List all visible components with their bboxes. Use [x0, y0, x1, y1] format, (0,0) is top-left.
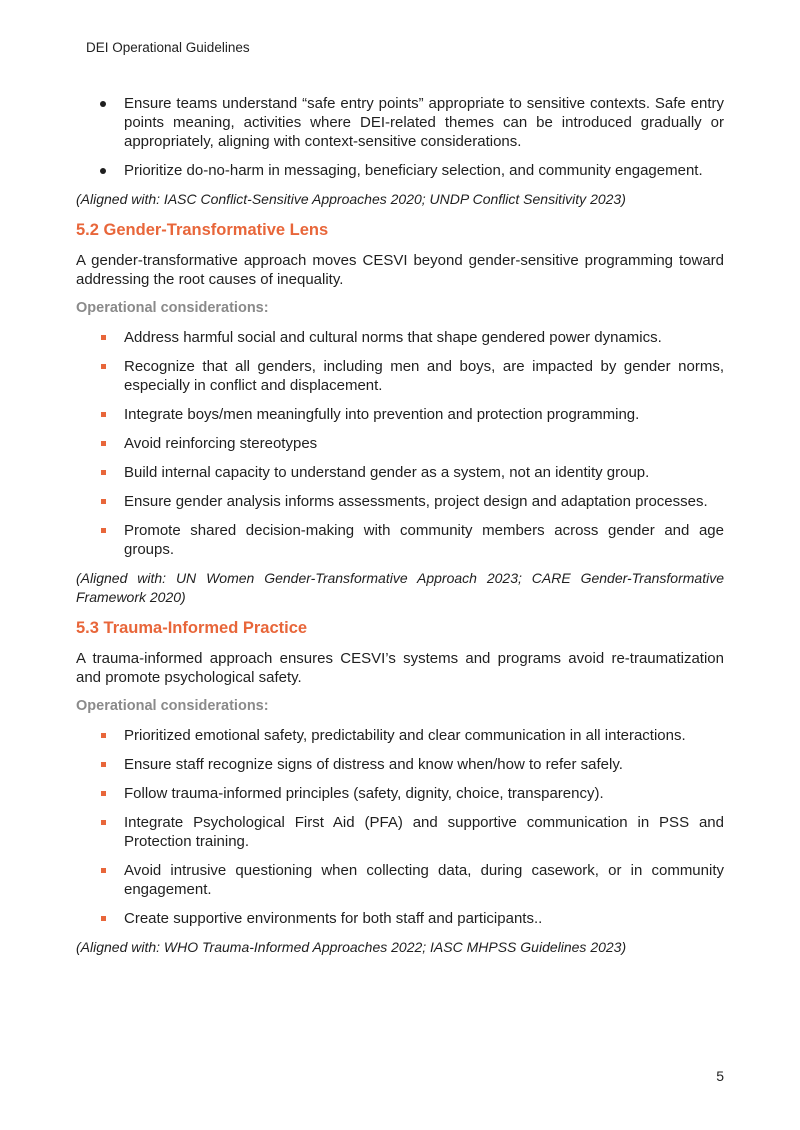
list-item-text: Prioritize do-no-harm in messaging, beneficiary selection, and community engagement.: [124, 162, 703, 179]
operational-considerations-label: Operational considerations:: [76, 698, 269, 714]
bullet-square-icon: [100, 521, 106, 540]
list-item: [76, 784, 724, 803]
list-item-text: Build internal capacity to understand gender as a system, not an identity group.: [124, 464, 650, 481]
list-item-text: Create supportive environments for both staff and participants..: [124, 910, 543, 927]
page-number: 5: [716, 1068, 724, 1084]
list-item: [76, 755, 724, 774]
list-item: [76, 357, 724, 395]
list-item-text: Ensure gender analysis informs assessments, project design and adaptation processes.: [124, 493, 708, 510]
list-item-text: Address harmful social and cultural norms that shape gendered power dynamics.: [124, 329, 662, 346]
bullet-square-icon: [100, 463, 106, 482]
section-5-3-paragraph: A trauma-informed approach ensures CESVI’s systems and programs avoid re-traumatization and promote psychological safety.: [76, 650, 724, 686]
bullet-square-icon: [100, 861, 106, 880]
bullet-square-icon: [100, 328, 106, 347]
list-item-text: Avoid reinforcing stereotypes: [124, 435, 318, 452]
list-item-text: Ensure staff recognize signs of distress and know when/how to refer safely.: [124, 756, 623, 773]
bullet-dot-icon: [100, 94, 106, 113]
list-item: [76, 813, 724, 851]
list-item: [76, 909, 724, 928]
bullet-square-icon: [100, 434, 106, 453]
running-header: DEI Operational Guidelines: [86, 40, 250, 55]
list-item: [76, 94, 724, 151]
list-item: [76, 434, 724, 453]
bullet-square-icon: [100, 813, 106, 832]
list-item-text: Integrate Psychological First Aid (PFA) and supportive communication in PSS and Protection training.: [124, 814, 724, 850]
list-item: [76, 405, 724, 424]
section-5-3-bullet-list: [76, 726, 724, 928]
list-item-text: Recognize that all genders, including men and boys, are impacted by gender norms, especially in conflict and displacement.: [124, 358, 724, 394]
section-5-3-citation: (Aligned with: WHO Trauma-Informed Approaches 2022; IASC MHPSS Guidelines 2023): [76, 939, 627, 955]
bullet-square-icon: [100, 909, 106, 928]
list-item-text: Avoid intrusive questioning when collecting data, during casework, or in community engagement.: [124, 862, 724, 898]
list-item: [76, 492, 724, 511]
operational-considerations-label: Operational considerations:: [76, 300, 269, 316]
section-heading-5-2: 5.2 Gender-Transformative Lens: [76, 221, 329, 239]
bullet-dot-icon: [100, 161, 106, 180]
list-item: [76, 861, 724, 899]
list-item-text: Follow trauma-informed principles (safety, dignity, choice, transparency).: [124, 785, 604, 802]
page-content: [76, 94, 724, 967]
list-item: [76, 328, 724, 347]
list-item-text: Prioritized emotional safety, predictability and clear communication in all interactions.: [124, 727, 686, 744]
section-5-2-paragraph: A gender-transformative approach moves CESVI beyond gender-sensitive programming toward addressing the root causes of inequality.: [76, 252, 724, 288]
list-item: [76, 161, 724, 180]
bullet-square-icon: [100, 784, 106, 803]
section-5-2-citation: (Aligned with: UN Women Gender-Transformative Approach 2023; CARE Gender-Transformative Framework 2020): [76, 570, 724, 605]
list-item-text: Integrate boys/men meaningfully into prevention and protection programming.: [124, 406, 640, 423]
list-item: [76, 726, 724, 745]
list-item-text: Promote shared decision-making with community members across gender and age groups.: [124, 522, 724, 558]
bullet-square-icon: [100, 755, 106, 774]
section-heading-5-3: 5.3 Trauma-Informed Practice: [76, 619, 308, 637]
intro-citation: (Aligned with: IASC Conflict-Sensitive Approaches 2020; UNDP Conflict Sensitivity 2023): [76, 191, 626, 207]
intro-bullet-list: [76, 94, 724, 180]
bullet-square-icon: [100, 357, 106, 376]
bullet-square-icon: [100, 405, 106, 424]
list-item-text: Ensure teams understand “safe entry points” appropriate to sensitive contexts. Safe entry points meaning, activities where DEI-related themes can be introduced gradually or appropriately, aligning with context-sensitive considerations.: [124, 95, 724, 150]
list-item: [76, 463, 724, 482]
bullet-square-icon: [100, 726, 106, 745]
section-5-2-bullet-list: [76, 328, 724, 559]
bullet-square-icon: [100, 492, 106, 511]
list-item: [76, 521, 724, 559]
